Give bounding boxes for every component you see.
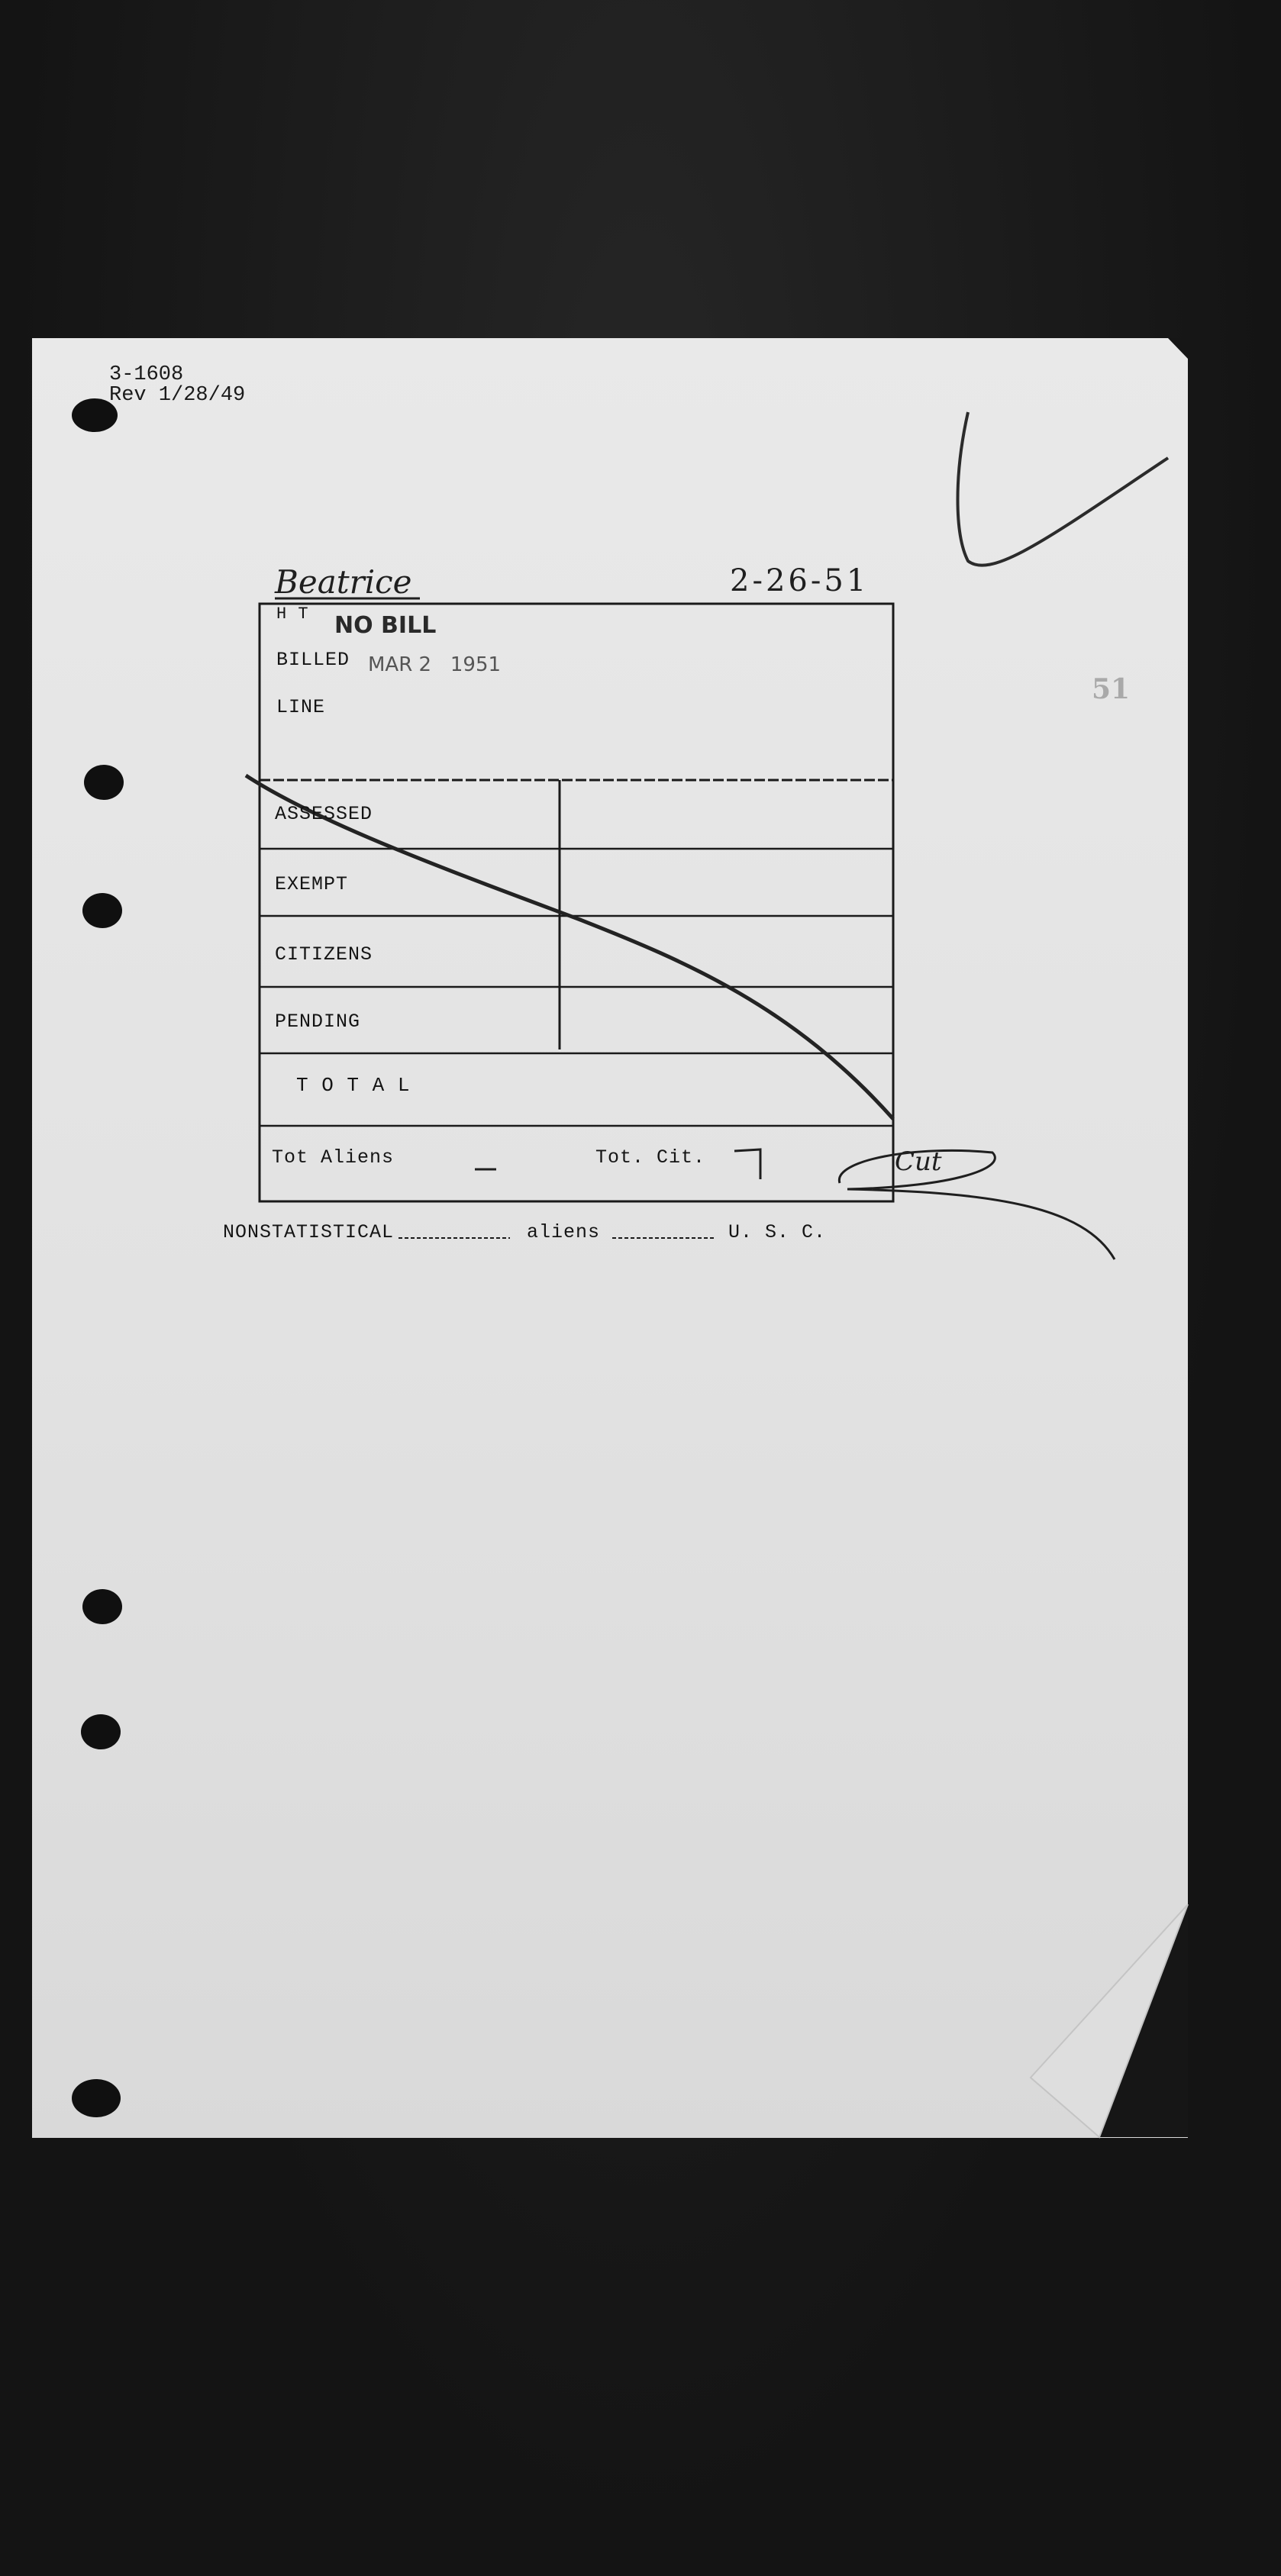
- no-bill-stamp: NO BILL: [334, 612, 437, 639]
- tot-cit-label: Tot. Cit.: [595, 1146, 706, 1169]
- initials-signature: Cut: [895, 1146, 942, 1177]
- billed-stamp-date: MAR 2 1951: [368, 653, 502, 676]
- row-label-citizens: CITIZENS: [275, 943, 373, 966]
- row-label-assessed: ASSESSED: [275, 803, 373, 825]
- line-label: LINE: [276, 696, 326, 718]
- location-handwritten: Beatrice: [275, 563, 412, 601]
- tot-aliens-label: Tot Aliens: [272, 1146, 395, 1169]
- total-label: T O T A L: [296, 1074, 411, 1097]
- row-label-pending: PENDING: [275, 1011, 361, 1033]
- usc-label: U. S. C.: [728, 1221, 827, 1243]
- nonstatistical-label: NONSTATISTICAL: [223, 1221, 395, 1243]
- form-number: 3-1608: [109, 363, 184, 386]
- aliens-label: aliens: [527, 1221, 601, 1243]
- date-handwritten: 2-26-51: [730, 563, 870, 598]
- row-label-exempt: EXEMPT: [275, 873, 349, 895]
- page-number: 51: [1092, 673, 1131, 705]
- billed-label: BILLED: [276, 649, 350, 671]
- form-revision: Rev 1/28/49: [109, 384, 246, 407]
- tot-cit-value: [766, 1145, 781, 1172]
- ht-label: H T: [276, 605, 309, 624]
- form-number-block: [109, 365, 245, 406]
- tot-aliens-value: [466, 1153, 478, 1175]
